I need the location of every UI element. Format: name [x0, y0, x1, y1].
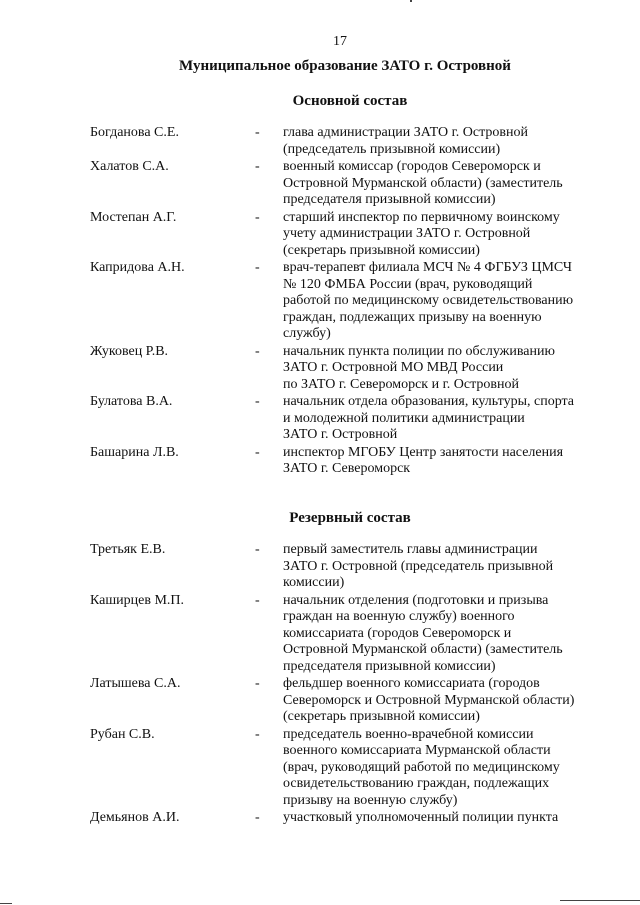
member-name: Рубан С.В. — [90, 726, 155, 742]
member-name: Халатов С.А. — [90, 159, 169, 174]
reserve-composition-heading: Резервный состав — [289, 510, 411, 526]
member-row — [90, 810, 620, 827]
member-row — [90, 260, 620, 343]
member-row — [90, 676, 620, 726]
member-row — [90, 593, 620, 676]
member-name: Жуковец Р.В. — [90, 343, 169, 359]
reserve-composition-list — [90, 542, 620, 828]
member-name: Башарина Л.В. — [90, 444, 179, 460]
member-name: Булатова В.А. — [90, 394, 173, 409]
member-role: участковый уполномоченный полиции пункта — [283, 810, 559, 825]
member-dash: - — [255, 159, 260, 174]
member-name: Третьяк Е.В. — [90, 542, 166, 557]
member-dash: - — [255, 726, 260, 742]
member-role: старший инспектор по первичному воинскому учету администрации ЗАТО г. Островной (секретарь призывной комиссии) — [283, 209, 560, 258]
member-row — [90, 210, 620, 260]
member-dash: - — [255, 209, 260, 225]
page-number: 17 — [333, 34, 347, 49]
member-dash: - — [255, 676, 260, 691]
member-dash: - — [255, 810, 260, 825]
member-dash: - — [255, 394, 260, 409]
member-name: Капридова А.Н. — [90, 260, 185, 275]
member-row — [90, 727, 620, 810]
member-row — [90, 445, 620, 478]
member-row — [90, 159, 620, 209]
member-dash: - — [255, 542, 260, 557]
member-dash: - — [255, 343, 260, 359]
document-title: Муниципальное образование ЗАТО г. Островной — [179, 58, 511, 74]
member-role: инспектор МГОБУ Центр занятости населения ЗАТО г. Североморск — [283, 444, 564, 476]
member-dash: - — [255, 444, 260, 460]
member-role: врач-терапевт филиала МСЧ № 4 ФГБУЗ ЦМСЧ № 120 ФМБА России (врач, руководящий работой по медицинскому освидетельствованию граждан, подлежащих призыву на военную службу) — [283, 260, 574, 341]
member-name: Латышева С.А. — [90, 676, 181, 691]
member-dash: - — [255, 125, 260, 140]
member-role: начальник пункта полиции по обслуживанию ЗАТО г. Островной МО МВД России по ЗАТО г. Североморск и г. Островной — [283, 343, 555, 392]
scan-edge-mark — [0, 903, 12, 904]
member-role: первый заместитель главы администрации ЗАТО г. Островной (председатель призывной комиссии) — [283, 542, 554, 590]
member-role: председатель военно-врачебной комиссии военного комиссариата Мурманской области (врач, руководящий работой по медицинскому освидетельствованию граждан, подлежащих призыву на военную службу) — [283, 726, 560, 808]
scan-edge-mark — [410, 0, 412, 2]
member-name: Каширцев М.П. — [90, 592, 185, 608]
main-composition-heading: Основной состав — [292, 93, 408, 109]
member-row — [90, 394, 620, 444]
scan-edge-mark — [560, 900, 640, 901]
main-composition-list — [90, 125, 620, 479]
member-name: Демьянов А.И. — [90, 810, 180, 825]
member-role: начальник отдела образования, культуры, спорта и молодежной политики администрации ЗАТО г. Островной — [283, 394, 575, 442]
member-dash: - — [255, 592, 260, 608]
member-row — [90, 542, 620, 592]
member-row — [90, 125, 620, 158]
member-role: военный комиссар (городов Североморск и Островной Мурманской области) (заместитель председателя призывной комиссии) — [283, 159, 563, 207]
member-dash: - — [255, 260, 260, 275]
member-name: Богданова С.Е. — [90, 125, 179, 140]
member-role: начальник отделения (подготовки и призыва граждан на военную службу) военного комиссариата (городов Североморск и Островной Мурманской области) (заместитель председателя призывной комиссии) — [283, 592, 563, 674]
member-row — [90, 344, 620, 394]
member-role: глава администрации ЗАТО г. Островной (председатель призывной комиссии) — [283, 125, 528, 157]
member-name: Мостепан А.Г. — [90, 209, 177, 225]
member-role: фельдшер военного комиссариата (городов Североморск и Островной Мурманской области) (секретарь призывной комиссии) — [283, 676, 575, 724]
